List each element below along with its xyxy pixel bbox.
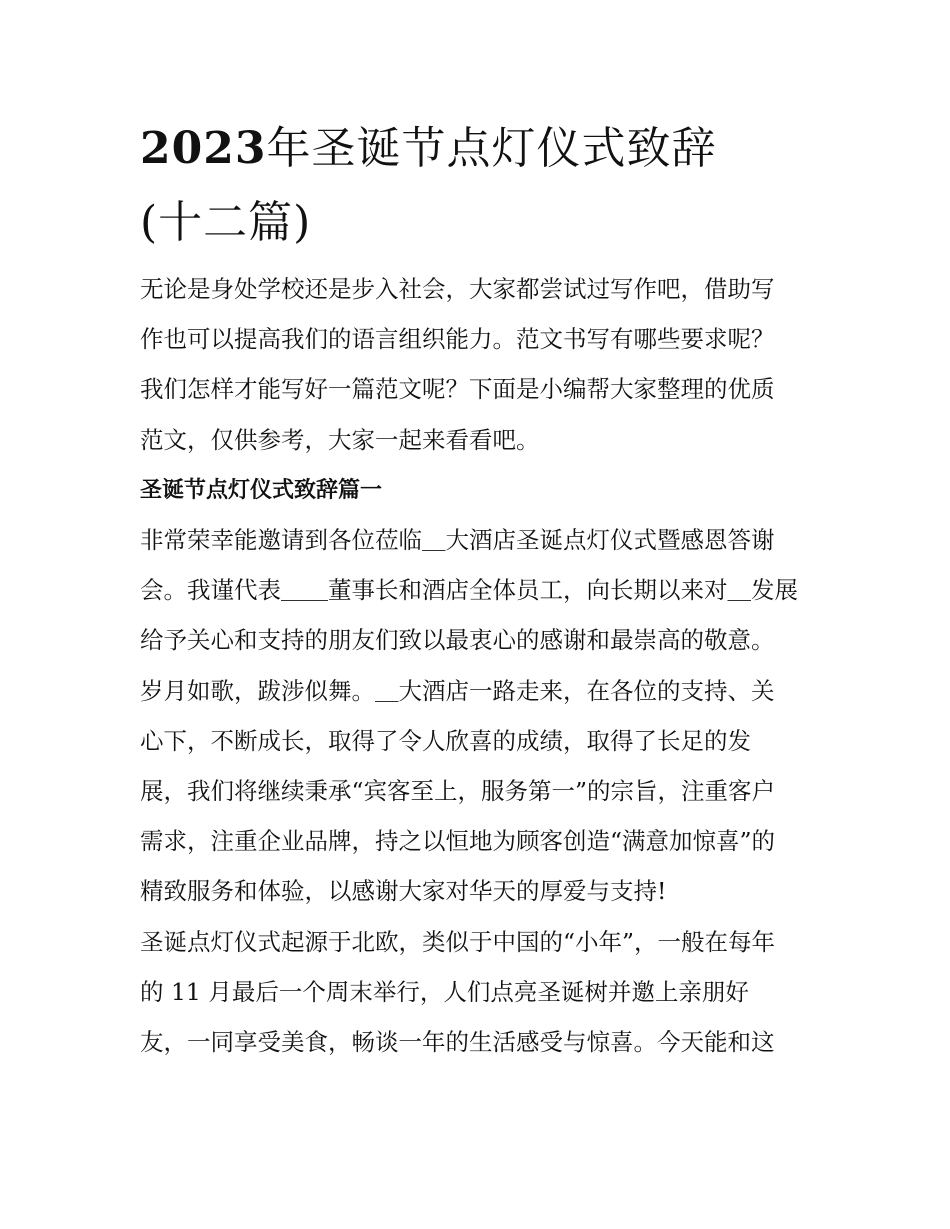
body-line: 给予关心和支持的朋友们致以最衷心的感谢和最崇高的敬意。 <box>140 626 775 655</box>
section-heading: 圣诞节点灯仪式致辞篇一 <box>140 476 383 503</box>
title-text: 年圣诞节点灯仪式致辞 <box>266 123 717 174</box>
body-line: 圣诞点灯仪式起源于北欧，类似于中国的“小年”，一般在每年 <box>140 927 776 956</box>
title-line-1 <box>140 112 812 186</box>
intro-line: 作也可以提高我们的语言组织能力。范文书写有哪些要求呢？ <box>140 325 775 354</box>
body-line: 的 11 月最后一个周末举行，人们点亮圣诞树并邀上亲朋好 <box>140 977 749 1006</box>
body-line: 需求，注重企业品牌，持之以恒地为顾客创造“满意加惊喜”的 <box>140 827 776 856</box>
body-line: 心下，不断成长，取得了令人欣喜的成绩，取得了长足的发 <box>140 726 751 755</box>
body-line: 精致服务和体验，以感谢大家对华天的厚爱与支持! <box>140 877 667 906</box>
intro-line: 范文，仅供参考，大家一起来看看吧。 <box>140 425 540 454</box>
body-line: 非常荣幸能邀请到各位莅临＿大酒店圣诞点灯仪式暨感恩答谢 <box>140 526 775 555</box>
body-line: 会。我谨代表＿＿董事长和酒店全体员工，向长期以来对＿发展 <box>140 576 798 605</box>
body-line: 岁月如歌，跋涉似舞。＿大酒店一路走来，在各位的支持、关 <box>140 676 775 705</box>
intro-line: 无论是身处学校还是步入社会，大家都尝试过写作吧，借助写 <box>140 275 775 303</box>
title-year: 2023 <box>140 123 267 174</box>
document-page <box>140 112 812 1067</box>
intro-paragraph <box>140 264 812 465</box>
body-paragraph-1 <box>140 515 812 917</box>
title-line-2: (十二篇) <box>140 197 312 248</box>
document-title <box>140 112 812 260</box>
intro-line: 我们怎样才能写好一篇范文呢？下面是小编帮大家整理的优质 <box>140 375 775 404</box>
body-line: 展，我们将继续秉承“宾客至上，服务第一”的宗旨，注重客户 <box>140 777 776 806</box>
body-paragraph-2 <box>140 917 812 1068</box>
body-line: 友，一同享受美食，畅谈一年的生活感受与惊喜。今天能和这 <box>140 1028 775 1057</box>
